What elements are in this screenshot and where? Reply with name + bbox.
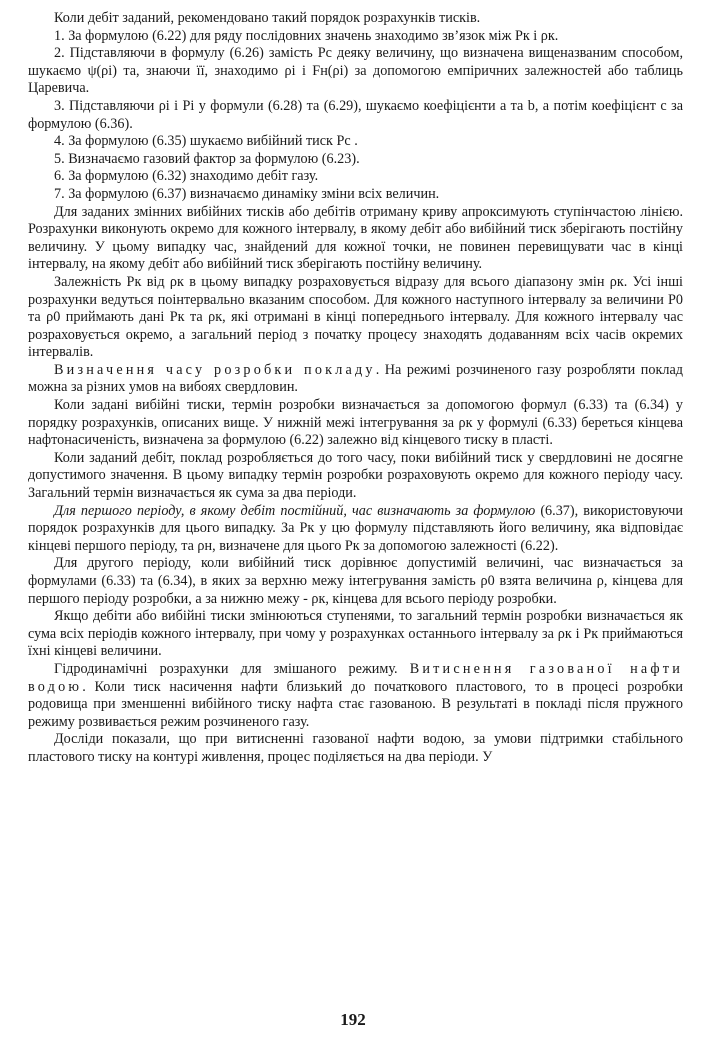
paragraph: 4. За формулою (6.35) шукаємо вибійний тиск Pc . — [54, 133, 358, 150]
paragraph: Якщо дебіти або вибійні тиски змінюються ступенями, то загальний термін розробки визначається як сума всіх періодів кожного інтервалу, при чому у розрахунках останнього інтервалу за ρк і Pк приймаються їхні кінцеві величини. — [28, 608, 683, 660]
paragraph: 5. Визначаємо газовий фактор за формулою (6.23). — [54, 150, 360, 167]
section-heading-mixed: Гідродинамічні розрахунки для змішаного режиму. — [54, 660, 398, 677]
paragraph: Залежність Pк від ρк в цьому випадку розраховується відразу для всього діапазону змін ρк. Усі інші розрахунки ведуться поінтервально вказаним способом. Для кожного наступного інтервалу за величини P0 та ρ0 приймають дані Pк та ρк, які отримані в кінці попереднього інтервалу. Для кожного інтервалу час розраховується окремо, а загальний період з початку процесу знаходять додаванням всіх часів окремих інтервалів. — [28, 273, 683, 361]
paragraph: 3. Підставляючи ρі і Pі у формули (6.28) та (6.29), шукаємо коефіцієнти a та b, а потім коефіцієнт c за формулою (6.36). — [28, 97, 683, 132]
paragraph: Коли дебіт заданий, рекомендовано такий порядок розрахунків тисків. — [54, 10, 481, 26]
paragraph-text: . На режимі розчиненого газу розробляти поклад можна за різних умов на вибоях свердловин. — [28, 361, 683, 396]
paragraph: 7. За формулою (6.37) визначаємо динаміку зміни всіх величин. — [54, 185, 440, 202]
paragraph: 6. За формулою (6.32) знаходимо дебіт газу. — [54, 168, 319, 185]
paragraph: 2. Підставляючи в формулу (6.26) замість Pc деяку величину, що визначена вищеназваним способом, шукаємо ψ(ρі) та, знаючи її, знаходимо ρі і Fн(ρі) за допомогою емпіричних залежностей або таблиць Царевича. — [28, 45, 683, 97]
subsection-heading-displacement: Витиснення газованої нафти водою — [28, 660, 683, 695]
paragraph: Коли заданий дебіт, поклад розробляється до того часу, поки вибійний тиск у свердловині не досягне допустимого значення. В цьому випадку термін розробки розраховують окремо для кожного періоду часу. Загальний термін визначається як сума за два періоди. — [28, 449, 683, 502]
paragraph-text: (6.37), використовуючи порядок розрахунків для цього випадку. За Pк у цю формулу підставляють його величину, яка відповідає кінцеві першого періоду, та ρн, визначене для цього Pк за допомогою залежності (6.22). — [28, 502, 683, 554]
paragraph: Досліди показали, що при витисненні газованої нафти водою, за умови підтримки стабільного пластового тиску на контурі живлення, процес поділяється на два періоди. У — [28, 731, 683, 765]
paragraph-mixed — [28, 661, 683, 731]
page-number: 192 — [340, 1010, 366, 1029]
paragraph-text: . Коли тиск насичення нафти близький до початкового пластового, то в процесі розробки родовища при зменшенні вибійного тиску нафта стає газованою. В результаті в покладі після пружного режиму розвивається режим розчиненого газу. — [28, 678, 683, 730]
paragraph: Для другого періоду, коли вибійний тиск дорівнює допустимій величині, час визначається за формулами (6.33) та (6.34), в яких за верхню межу інтегрування замість ρ0 взята величина ρ, кінцева для першого періоду розробки, а за нижню межу - ρк, кінцева для всього періоду розробки. — [28, 555, 683, 607]
section-heading-time: Визначення часу розробки покладу — [54, 361, 376, 378]
paragraph: Коли задані вибійні тиски, термін розробки визначається за допомогою формул (6.33) та (6.34) у порядку розрахунків, описаних вище. У нижній межі інтегрування за ρк у формулі (6.33) береться кінцева нафтонасиченість, визначена за формулою (6.22) залежно від кінцевого тиску в пласті. — [28, 397, 683, 449]
italic-text: Для першого періоду, в якому дебіт постійний, час визначають за формулою — [54, 502, 536, 519]
paragraph-first-period — [28, 503, 683, 556]
paragraph: Для заданих змінних вибійних тисків або дебітів отриману криву апроксимують ступінчастою лінією. Розрахунки виконують окремо для кожного інтервалу, в якому дебіт або вибійний тиск зберігають постійну величину. У цьому випадку час, знайдений для кожної точки, не повинен перевищувати час в кінці інтервалу, на якому дебіт або вибійний тиск зберігають постійну величину. — [28, 203, 683, 273]
paragraph: 1. За формулою (6.22) для ряду послідовних значень знаходимо зв’язок між Pк і ρк. — [54, 27, 559, 44]
paragraph-time — [28, 362, 683, 397]
page-body — [28, 10, 683, 767]
